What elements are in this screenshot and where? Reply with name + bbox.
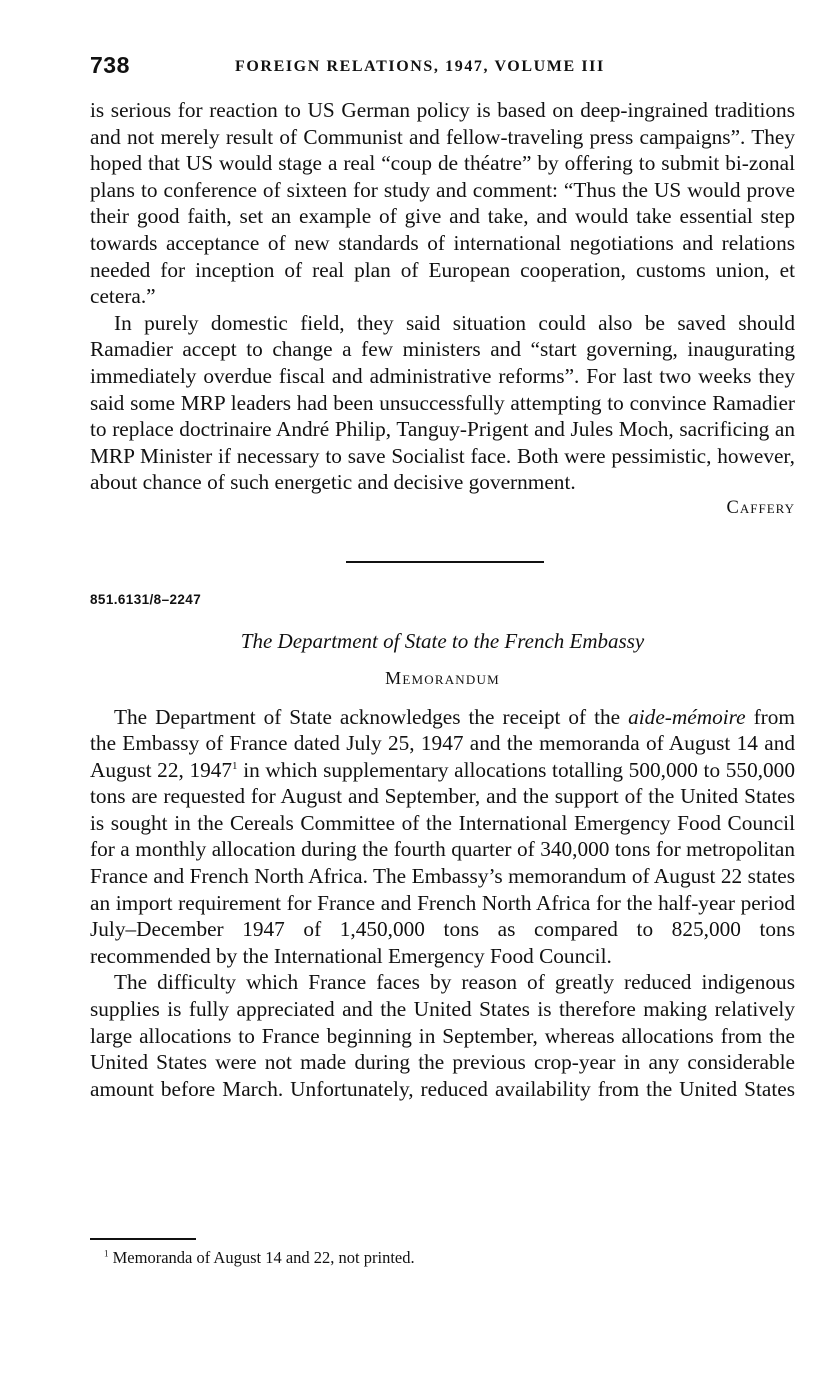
footnote	[104, 1248, 415, 1268]
letter-paragraph-continued: is serious for reaction to US German policy is based on deep-ingrained traditions and not merely result of Communist and fellow-traveling press campaigns”. They hoped that US would stage a real “coup de théatre” by offering to submit bi-zonal plans to conference of sixteen for study and comment: “Thus the US would prove their good faith, set an example of give and take, and would take essential step towards acceptance of new standards of international negotiations and relations needed for inception of real plan of European cooperation, customs union, et cetera.”	[90, 98, 795, 309]
memorandum-paragraph-2: The difficulty which France faces by reason of greatly reduced indigenous supplies is fully appreciated and the United States is therefore making relatively large allocations to France beginning in September, whereas allocations from the United States were not made during the previous crop-year in any considerable amount before March. Unfortunately, reduced availability from the United States	[90, 970, 795, 1101]
file-number: 851.6131/8–2247	[90, 591, 202, 607]
page-body	[90, 97, 795, 1102]
memo-italic-term: aide-mémoire	[628, 704, 746, 729]
footnote-divider	[90, 1238, 196, 1240]
footnote-marker: 1	[104, 1248, 109, 1259]
page-number: 738	[90, 52, 130, 78]
signature: Caffery	[726, 497, 795, 518]
memorandum-paragraph-1	[90, 704, 795, 970]
memo-text: from the Embassy of France dated July 25, 1947 and the memoranda of August 14 and August 22, 1947	[90, 704, 795, 782]
page-header	[90, 52, 795, 86]
letter-paragraph-domestic: In purely domestic field, they said situation could also be saved should Ramadier accept to change a few ministers and “start governing, inaugurating immediately overdue fiscal and administrative reforms”. For last two weeks they said some MRP leaders had been unsuccessfully attempting to convince Ramadier to replace doctrinaire André Philip, Tanguy-Prigent and Jules Moch, sacrificing an MRP Minister if necessary to save Socialist face. Both were pessimistic, however, about chance of such energetic and decisive government.	[90, 310, 795, 495]
footnote-text: Memoranda of August 14 and 22, not printed.	[112, 1248, 415, 1267]
memorandum-heading: Memorandum	[385, 667, 500, 688]
memo-text: The Department of State acknowledges the receipt of the	[114, 704, 629, 729]
memorandum-body	[90, 704, 795, 1103]
section-divider	[346, 561, 544, 563]
document-title: The Department of State to the French Embassy	[240, 628, 645, 653]
running-head: FOREIGN RELATIONS, 1947, VOLUME III	[235, 58, 605, 75]
footnote-reference[interactable]: 1	[232, 759, 238, 772]
memo-text: in which supplementary allocations totalling 500,000 to 550,000 tons are requested for August and September, and the support of the United States is sought in the Cereals Committee of the International Emergency Food Council for a monthly allocation during the fourth quarter of 340,000 tons for metropolitan France and French North Africa. The Embassy’s memorandum of August 22 states an import requirement for France and French North Africa for the half-year period July–December 1947 of 1,450,000 tons as compared to 825,000 tons recommended by the International Emergency Food Council.	[90, 757, 795, 968]
